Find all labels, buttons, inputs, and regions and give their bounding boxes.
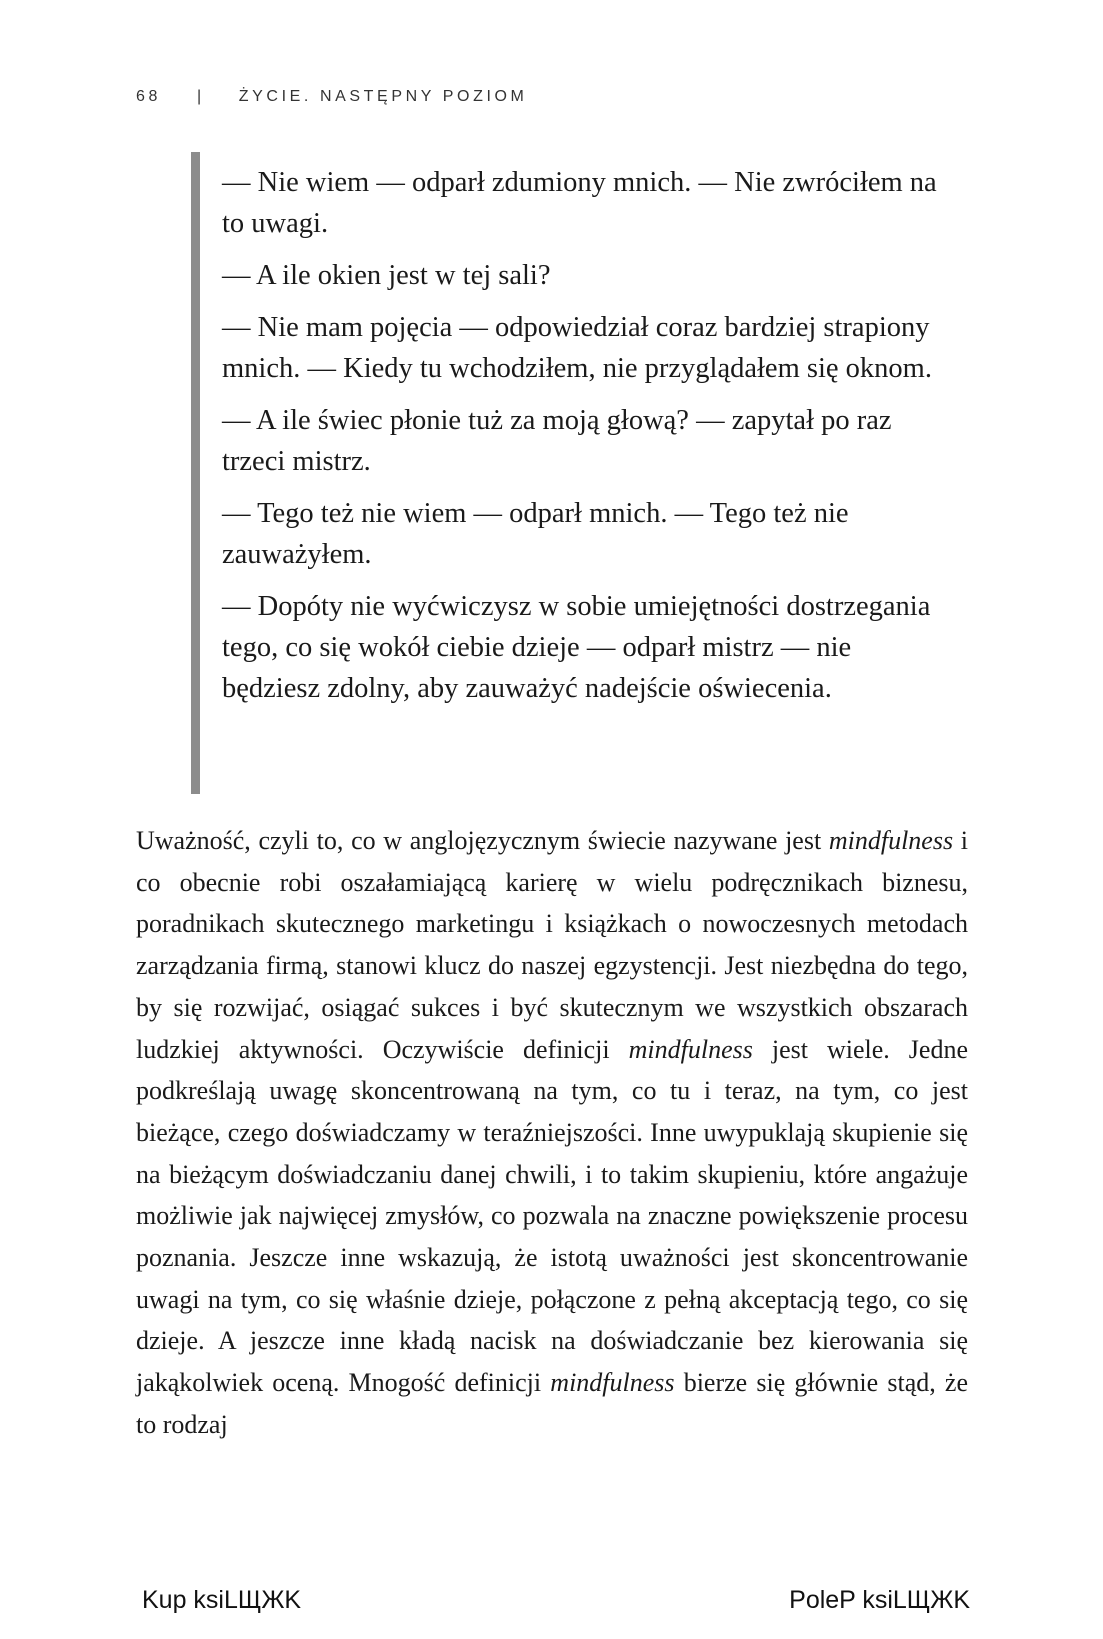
dialogue-line: — Dopóty nie wyćwiczysz w sobie umiejętności dostrzegania tego, co się wokół ciebie dzieje — odparł mistrz — nie będziesz zdolny, aby zauważyć nadejście oświecenia. — [222, 591, 931, 704]
dialogue-line: — Nie mam pojęcia — odpowiedział coraz bardziej strapiony mnich. — Kiedy tu wchodziłem, nie przyglądałem się oknom. — [222, 312, 932, 384]
book-title: ŻYCIE. NASTĘPNY POZIOM — [238, 88, 528, 105]
dialogue-line: — Nie wiem — odparł zdumiony mnich. — Nie zwróciłem na to uwagi. — [222, 167, 937, 239]
quoted-dialogue — [191, 152, 951, 794]
body-text-run: jest wiele. Jedne podkreślają uwagę skoncentrowaną na tym, co tu i teraz, na tym, co jest bieżące, czego doświadczamy w teraźniejszości. Inne uwypuklają skupienie się na bieżącym doświadczaniu danej chwili, i to takim skupieniu, które angażuje możliwie jak najwięcej zmysłów, co pozwala na znaczne powiększenie procesu poznania. Jeszcze inne wskazują, że istotą uważności jest skoncentrowanie uwagi na tym, co się właśnie dzieje, połączone z pełną akceptacją tego, co się dzieje. A jeszcze inne kładą nacisk na doświadczanie bez kierowania się jakąkolwiek oceną. Mnogość definicji — [136, 1034, 968, 1398]
body-paragraph — [136, 820, 968, 1446]
running-header — [136, 88, 527, 106]
body-text-run: Uważność, czyli to, co w anglojęzycznym świecie nazywane jest — [136, 826, 829, 855]
italic-term: mindfulness — [828, 826, 954, 855]
buy-book-link[interactable]: Kup ksiLЩЖK — [142, 1586, 302, 1614]
body-text-run: bierze się głównie stąd, że to rodzaj — [136, 1368, 968, 1439]
body-text-run: i co obecnie robi oszałamiającą karierę w wielu podręcznikach biznesu, poradnikach skutecznego marketingu i książkach o nowoczesnych metodach zarządzania firmą, stanowi klucz do naszej egzystencji. Jest niezbędna do tego, by się rozwijać, osiągać sukces i być skutecznym we wszystkich obszarach ludzkiej aktywności. Oczywiście definicji — [136, 826, 968, 1064]
recommend-book-link[interactable]: PoleP ksiLЩЖK — [789, 1586, 970, 1614]
dialogue-line: — Tego też nie wiem — odparł mnich. — Tego też nie zauważyłem. — [222, 498, 849, 570]
italic-term: mindfulness — [628, 1034, 753, 1064]
header-separator: | — [197, 88, 205, 105]
italic-term: mindfulness — [550, 1368, 675, 1398]
dialogue-line: — A ile okien jest w tej sali? — [222, 260, 551, 291]
dialogue-line: — A ile świec płonie tuż za moją głową? — zapytał po raz trzeci mistrz. — [222, 405, 892, 477]
page-number: 68 — [136, 88, 161, 105]
